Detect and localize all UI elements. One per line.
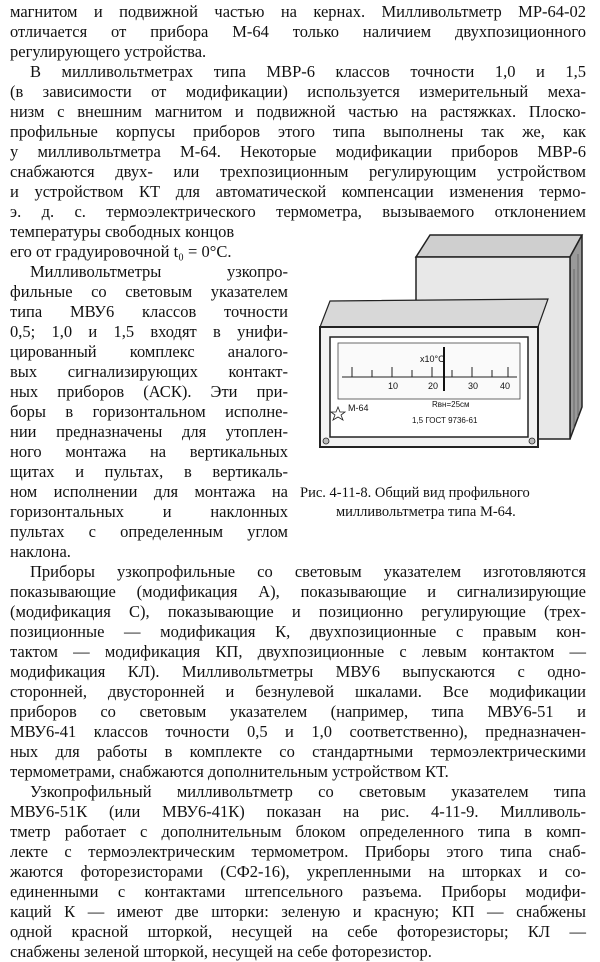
text-line: модификация КЛ). Милливольтметры МВУ6 выпускаются с одно-: [10, 662, 586, 681]
model-label: М-64: [348, 403, 369, 413]
caption-line: милливольтметра типа М-64.: [336, 504, 516, 520]
caption-line: Рис. 4-11-8. Общий вид профильного: [300, 485, 530, 501]
text-line: тактом — модификация КП, двухпозиционные с левым контактом —: [10, 642, 586, 661]
text-line: фильные со световым указателем: [10, 282, 288, 301]
text-line: температуры свободных концов: [10, 222, 235, 241]
text-line: жаются фоторезисторами (СФ2-16), укрепленными на шторках и со-: [10, 862, 586, 881]
text-line: Узкопрофильный милливольтметр со световым указателем типа: [30, 782, 586, 801]
figure-caption: [300, 484, 586, 522]
text-line: (модификация С), показывающие и позиционно регулирующие (трех-: [10, 602, 586, 621]
text-line: сторонней, двусторонней и безнулевой шкалами. Все модификации: [10, 682, 586, 701]
scale-label: 40: [500, 381, 511, 391]
text-line: вых сигнализирующих контакт-: [10, 362, 288, 381]
text-line: цированный комплекс аналого-: [10, 342, 288, 361]
text-line: отличается от прибора М-64 только наличием двухпозиционного: [10, 22, 586, 41]
text-line: термометрами, снабжаются дополнительным устройством КТ.: [10, 762, 449, 781]
text-line: единенными с контактами штепсельного разъема. Приборы модифи-: [10, 882, 586, 901]
text-line: ного монтажа на вертикальных: [10, 442, 288, 461]
text-line: МВУ6-51К (или МВУ6-41К) показан на рис. 4-11-9. Милливоль-: [10, 802, 586, 821]
text-line: э. д. с. термоэлектрического термометра, вызываемого отклонением: [10, 202, 586, 221]
text-line: В милливольтметрах типа МВР-6 классов точности 1,0 и 1,5: [30, 62, 586, 81]
text-line: лекте с термоэлектрическим термометром. Приборы этого типа снаб-: [10, 842, 586, 861]
screw-icon: [529, 438, 535, 444]
text-line: 0,5; 1,0 и 1,5 входят в унифи-: [10, 322, 288, 341]
text-line: ных для работы в комплекте со стандартными термоэлектрическими: [10, 742, 586, 761]
text-line: магнитом и подвижной частью на кернах. Милливольтметр МР-64-02: [10, 2, 586, 21]
text-line: (в зависимости от модификации) используется измерительный меха-: [10, 82, 586, 101]
text-line: МВУ6-41 классов точности 0,5 и 1,0 соответственно), предназначен-: [10, 722, 586, 741]
text-line: снабжены зеленой шторкой, несущей на себе фоторезистор.: [10, 942, 432, 961]
spec-label: Rвн=25см: [432, 400, 470, 409]
text-line: у милливольтметра М-64. Некоторые модификации приборов МВР-6: [10, 142, 586, 161]
text-line: его от градуировочной t₀ = 0°C.: [10, 242, 232, 261]
text-line: горизонтальных и наклонных: [10, 502, 288, 521]
text-line: показывающие (модификация А), показывающие и сигнализирующие: [10, 582, 586, 601]
text-line: снабжаются двух- или трехпозиционным регулирующим устройством: [10, 162, 586, 181]
text-line: типа МВУ6 классов точности: [10, 302, 288, 321]
scale-label: 10: [388, 381, 399, 391]
text-line: регулирующего устройства.: [10, 42, 207, 61]
text-line: и устройством КТ для автоматической компенсации изменения термо-: [10, 182, 586, 201]
text-line: пультах с определенным углом: [10, 522, 288, 541]
text-line: профильные корпусы приборов этого типа выполнены так же, как: [10, 122, 586, 141]
text-line: щитах и пультах, в вертикаль-: [10, 462, 288, 481]
text-line: низм с внешним магнитом и подвижной частью на растяжках. Плоско-: [10, 102, 586, 121]
text-line: Милливольтметры узкопро-: [30, 262, 288, 281]
text-line: ных приборов (АСК). Эти при-: [10, 382, 288, 401]
spec-label: 1,5 ГОСТ 9736-61: [412, 416, 478, 425]
scale-label: 30: [468, 381, 479, 391]
text-line: Приборы узкопрофильные со световым указателем изготовляются: [30, 562, 586, 581]
scale-label: 20: [428, 381, 439, 391]
text-line: приборов со световым указателем (например, типа МВУ6-51 и: [10, 702, 586, 721]
text-line: тметр работает с дополнительным блоком определенного типа в комп-: [10, 822, 586, 841]
text-line: позиционные — модификация К, двухпозиционные с правым кон-: [10, 622, 586, 641]
text-line: наклона.: [10, 542, 71, 561]
screw-icon: [323, 438, 329, 444]
text-line: одной красной шторкой, несущей на себе фоторезисторы; КЛ —: [10, 922, 586, 941]
text-line: нии предназначены для утоплен-: [10, 422, 288, 441]
unit-label: x10°C: [420, 354, 445, 364]
text-line: каций К — имеют две шторки: зеленую и красную; КП — снабжены: [10, 902, 586, 921]
millivoltmeter-figure: [312, 229, 589, 469]
text-line: ном исполнении для монтажа на: [10, 482, 288, 501]
text-line: боры в горизонтальном исполне-: [10, 402, 288, 421]
